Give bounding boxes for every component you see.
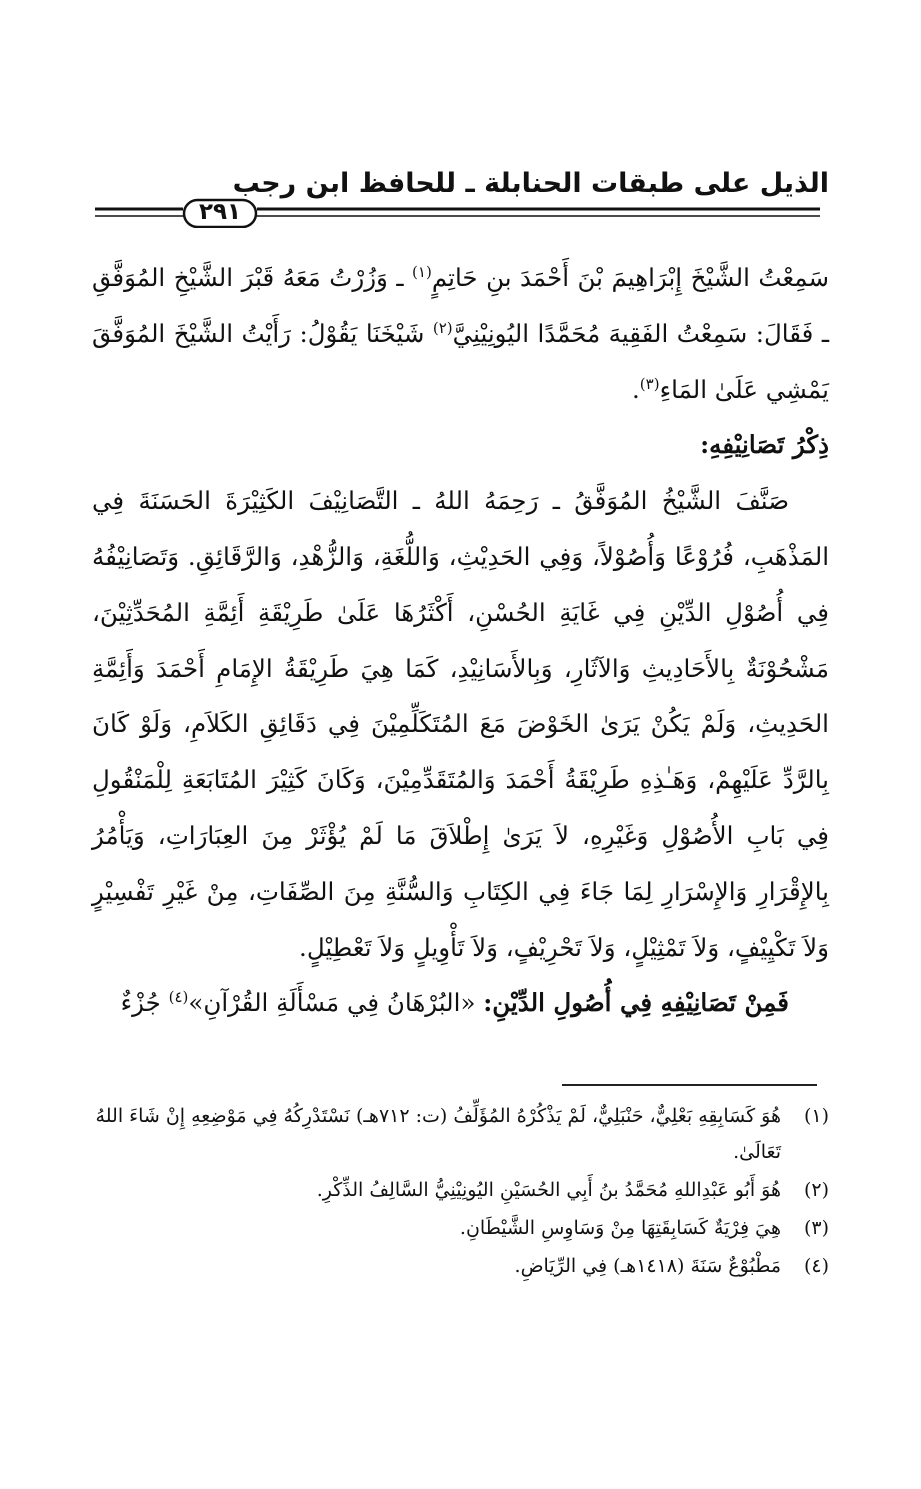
footnote-number: (١) <box>803 1105 829 1127</box>
footnote-text: هِيَ فِرْيَةٌ كَسَابِقَتِهَا مِنْ وَسَاوِسِ الشَّيْطَانِ. <box>459 1217 781 1239</box>
running-title: الذيل على طبقات الحنابلة ـ للحافظ ابن رجب <box>232 168 829 199</box>
footnote <box>92 1210 829 1246</box>
footnote-number: (٣) <box>803 1217 829 1239</box>
footnote-separator <box>562 1084 817 1086</box>
paragraph <box>92 975 829 1031</box>
footnote-text: مَطْبُوْعٌ سَنَةَ (١٤١٨هـ) فِي الرِّيَاضِ. <box>514 1255 781 1277</box>
footnote <box>92 1248 829 1284</box>
footnote-ref: (٤) <box>168 988 189 1007</box>
footnote-ref: (٢) <box>432 318 453 337</box>
text-run: شَيْخَنَا يَقُوْلُ: رَأَيْتُ الشَّيْخَ المُوَفَّقَ يَمْشِي عَلَىٰ المَاءِ <box>92 318 829 404</box>
footnote-ref: (١) <box>412 262 432 281</box>
text-run: ـ وَزُرْتُ مَعَهُ قَبْرَ الشَّيْخِ المُوَفَّقِ ـ فَقَالَ: سَمِعْتُ الفَقِيهَ مُحَمَّدًا اليُونِيْنِيَّ <box>92 263 829 348</box>
text-run: . <box>632 374 640 404</box>
footnotes <box>92 1098 829 1286</box>
footnote-text: هُوَ كَسَابِقِهِ بَعْلِيٌّ، حَنْبَلِيٌّ، لَمْ يَذْكُرْهُ المُؤَلِّفُ (ت: ٧١٢هـ) نَسْتَدْرِكُهُ فِي مَوْضِعِهِ إِنْ شَاءَ اللهُ تَعَالَىٰ. <box>95 1105 781 1163</box>
section-heading: ذِكْرُ تَصَانِيْفِهِ: <box>700 430 829 460</box>
bold-lead: فَمِنْ تَصَانِيْفِهِ فِي أُصُولِ الدِّيْنِ: <box>483 988 789 1018</box>
book-title-quote: «البُرْهَانُ فِي مَسْأَلَةِ القُرْآنِ» <box>188 988 484 1018</box>
paragraph: صَنَّفَ الشَّيْخُ المُوَفَّقُ ـ رَحِمَهُ اللهُ ـ التَّصَانِيْفَ الكَثِيْرَةَ الحَسَنَةَ فِي المَذْهَبِ، فُرُوْعًا وَأُصُوْلاً، وَفِي الحَدِيْثِ، وَاللُّغَةِ، وَالزُّهْدِ، وَالرَّقَائِقِ. وَتَصَانِيْفُهُ فِي أُصُوْلِ الدِّيْنِ فِي غَايَةِ الحُسْنِ، أَكْثَرُهَا عَلَىٰ طَرِيْقَةِ أَئِمَّةِ المُحَدِّثِيْنَ، مَشْحُوْنَةٌ بِالأَحَادِيثِ وَالآثَارِ، وَبِالأَسَانِيْدِ، كَمَا هِيَ طَرِيْقَةُ الإِمَامِ أَحْمَدَ وَأَئِمَّةِ الحَدِيثِ، وَلَمْ يَكُنْ يَرَىٰ الخَوْضَ مَعَ المُتَكَلِّمِيْنَ فِي دَقَائِقِ الكَلاَمِ، وَلَوْ كَانَ بِالرَّدِّ عَلَيْهِمْ، وَهَـٰذِهِ طَرِيْقَةُ أَحْمَدَ وَالمُتَقَدِّمِيْنَ، وَكَانَ كَثِيْرَ المُتَابَعَةِ لِلْمَنْقُولِ فِي بَابِ الأُصُوْلِ وَغَيْرِهِ، لاَ يَرَىٰ إِطْلاَقَ مَا لَمْ يُؤْثَرْ مِنَ العِبَارَاتِ، وَيَأْمُرُ بِالإِقْرَارِ وَالإِسْرَارِ لِمَا جَاءَ فِي الكِتَابِ وَالسُّنَّةِ مِنَ الصِّفَاتِ، مِنْ غَيْرِ تَفْسِيْرٍ وَلاَ تَكْيِيْفٍ، وَلاَ تَمْثِيْلٍ، وَلاَ تَحْرِيْفٍ، وَلاَ تَأْوِيلٍ وَلاَ تَعْطِيْلٍ. <box>92 486 829 962</box>
main-text <box>92 250 829 1031</box>
footnote <box>92 1172 829 1208</box>
page-number: ٢٩١ <box>198 199 242 225</box>
text-run: جُزْءٌ <box>120 988 169 1018</box>
footnote-ref: (٣) <box>639 374 660 393</box>
footnote-text: هُوَ أَبُو عَبْدِاللهِ مُحَمَّدُ بنُ أَبِي الحُسَيْنِ اليُونِيْنِيُّ السَّالِفُ الذِّكْرِ. <box>316 1179 781 1201</box>
paragraph <box>92 250 829 417</box>
text-run: سَمِعْتُ الشَّيْخَ إِبْرَاهِيمَ بْنَ أَحْمَدَ بنِ حَاتِمٍ <box>431 263 829 292</box>
footnote-number: (٤) <box>803 1255 829 1277</box>
footnote-number: (٢) <box>803 1179 829 1201</box>
footnote <box>92 1098 829 1170</box>
